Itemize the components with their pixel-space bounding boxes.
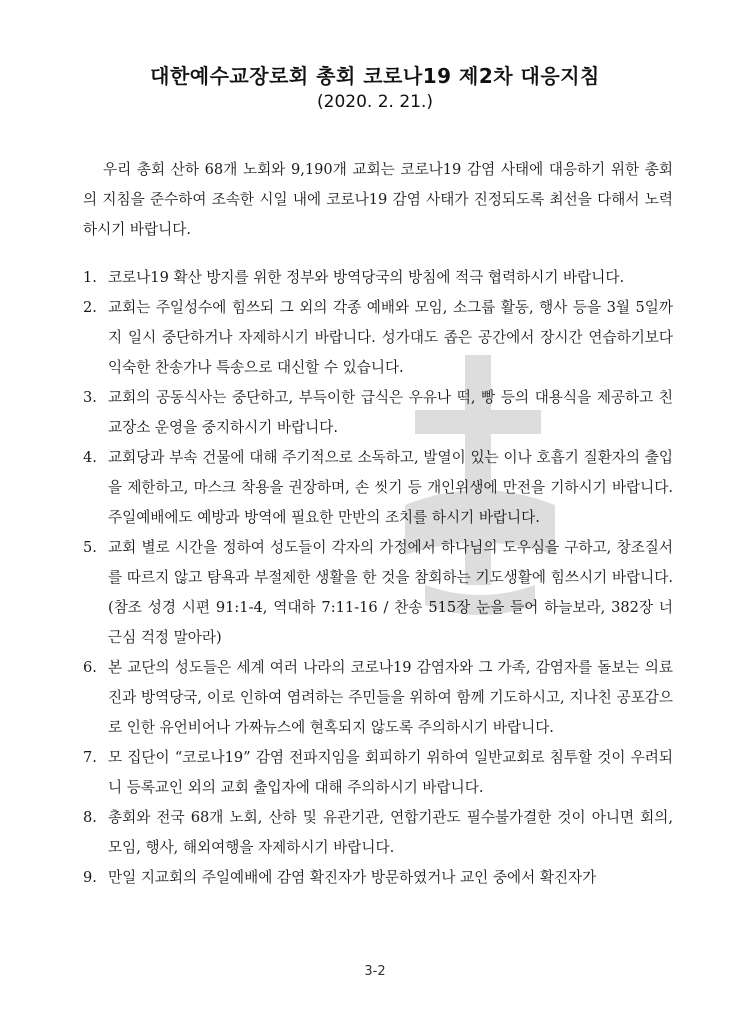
guideline-item — [83, 443, 673, 533]
item-number: 9. — [83, 869, 97, 886]
item-text: 본 교단의 성도들은 세계 여러 나라의 코로나19 감염자와 그 가족, 감염자를 돌보는 의료진과 방역당국, 이로 인하여 염려하는 주민들을 위하여 함께 기도하시고, 지나친 공포감으로 인한 유언비어나 가짜뉴스에 현혹되지 않도록 주의하시기 바랍니다. — [108, 659, 673, 736]
item-text: 교회의 공동식사는 중단하고, 부득이한 급식은 우유나 떡, 빵 등의 대용식을 제공하고 친교장소 운영을 중지하시기 바랍니다. — [108, 389, 673, 436]
item-text: 모 집단이 “코로나19” 감염 전파지임을 회피하기 위하여 일반교회로 침투할 것이 우려되니 등록교인 외의 교회 출입자에 대해 주의하시기 바랍니다. — [108, 749, 673, 796]
item-text: 교회당과 부속 건물에 대해 주기적으로 소독하고, 발열이 있는 이나 호흡기 질환자의 출입을 제한하고, 마스크 착용을 권장하며, 손 씻기 등 개인위생에 만전을 기하시기 바랍니다. 주일예배에도 예방과 방역에 필요한 만반의 조치를 하시기 바랍니다. — [108, 449, 673, 526]
item-number: 1. — [83, 269, 97, 286]
guideline-item — [83, 263, 673, 293]
guideline-item — [83, 293, 673, 383]
item-number: 6. — [83, 659, 97, 676]
item-text: 교회 별로 시간을 정하여 성도들이 각자의 가정에서 하나님의 도우심을 구하고, 창조질서를 따르지 않고 탐욕과 부절제한 생활을 한 것을 참회하는 기도생활에 힘쓰시기 바랍니다. (참조 성경 시편 91:1-4, 역대하 7:11-16 / 찬송 515장 눈을 들어 하늘보라, 382장 너 근심 걱정 말아라) — [108, 539, 673, 646]
guideline-item — [83, 533, 673, 653]
item-text: 총회와 전국 68개 노회, 산하 및 유관기관, 연합기관도 필수불가결한 것이 아니면 회의, 모임, 행사, 해외여행을 자제하시기 바랍니다. — [108, 809, 673, 856]
item-number: 8. — [83, 809, 97, 826]
document-title: 대한예수교장로회 총회 코로나19 제2차 대응지침 — [150, 64, 600, 88]
item-number: 4. — [83, 449, 97, 466]
guideline-list — [83, 263, 673, 893]
item-text: 교회는 주일성수에 힘쓰되 그 외의 각종 예배와 모임, 소그룹 활동, 행사 등을 3월 5일까지 일시 중단하거나 자제하시기 바랍니다. 성가대도 좁은 공간에서 장시간 연습하기보다 익숙한 찬송가나 특송으로 대신할 수 있습니다. — [108, 299, 673, 376]
guideline-item — [83, 653, 673, 743]
document-date: (2020. 2. 21.) — [317, 92, 433, 112]
guideline-item — [83, 743, 673, 803]
item-number: 3. — [83, 389, 97, 406]
guideline-item — [83, 803, 673, 863]
guideline-item — [83, 863, 673, 893]
item-text: 코로나19 확산 방지를 위한 정부와 방역당국의 방침에 적극 협력하시기 바랍니다. — [108, 269, 625, 286]
page-number: 3-2 — [364, 964, 386, 979]
item-text: 만일 지교회의 주일예배에 감염 확진자가 방문하였거나 교인 중에서 확진자가 — [108, 869, 597, 886]
item-number: 7. — [83, 749, 97, 766]
item-number: 2. — [83, 299, 97, 316]
intro-paragraph: 우리 총회 산하 68개 노회와 9,190개 교회는 코로나19 감염 사태에 대응하기 위한 총회의 지침을 준수하여 조속한 시일 내에 코로나19 감염 사태가 진정되도록 최선을 다해서 노력하시기 바랍니다. — [83, 161, 674, 238]
item-number: 5. — [83, 539, 97, 556]
guideline-item — [83, 383, 673, 443]
